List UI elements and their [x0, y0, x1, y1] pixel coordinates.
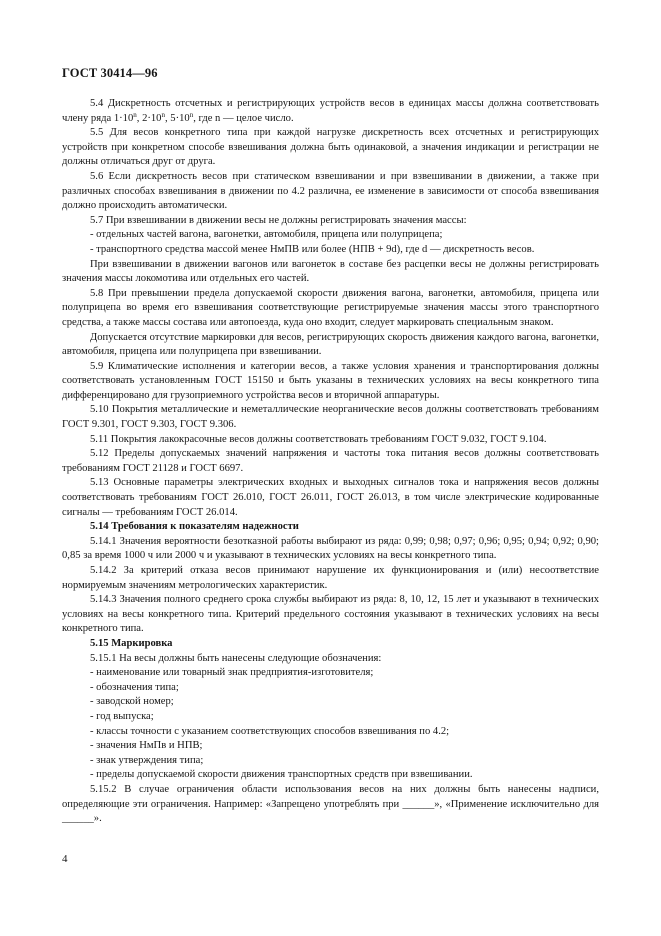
- paragraph: 5.14.1 Значения вероятности безотказной работы выбирают из ряда: 0,99; 0,98; 0,97; 0,96; 0,95; 0,94; 0,92; 0,90; 0,85 за время 1000 ч или 2000 ч и указывают в технических условиях на весы конкретного типа.: [62, 535, 599, 562]
- list-item: - заводской номер;: [90, 696, 174, 708]
- paragraph: 5.15.2 В случае ограничения области использования весов на них должны быть нанесены надписи, определяющие эти ограничения. Например: «Запрещено употреблять при ______», «Применение исключительно для ______».: [62, 783, 599, 825]
- paragraph: 5.11 Покрытия лакокрасочные весов должны соответствовать требованиям ГОСТ 9.032, ГОСТ 9.104.: [90, 433, 547, 445]
- paragraph: 5.5 Для весов конкретного типа при каждой нагрузке дискретность всех отсчетных и регистрирующих устройств при конкретном способе взвешивания должна быть одинаковой, а значения индикации и регистрации не должны отличаться друг от друга.: [62, 127, 599, 168]
- list-item: - пределы допускаемой скорости движения транспортных средств при взвешивании.: [90, 769, 473, 781]
- section-heading: 5.15 Маркировка: [90, 637, 173, 649]
- list-item: - транспортного средства массой менее НмПВ или более (НПВ + 9d), где d — дискретность весов.: [90, 243, 535, 255]
- paragraph: 5.7 При взвешивании в движении весы не должны регистрировать значения массы:: [90, 214, 467, 226]
- paragraph: При взвешивании в движении вагонов или вагонеток в составе без расцепки весы не должны регистрировать значения массы локомотива или отдельных его частей.: [62, 258, 599, 285]
- paragraph: 5.9 Климатические исполнения и категории весов, а также условия хранения и транспортирования должны соответствовать установленным ГОСТ 15150 и быть указаны в технических условиях на весы конкретного типа дифференцировано для грузоприемного устройства весов и вторичной аппаратуры.: [62, 360, 599, 401]
- paragraph: 5.12 Пределы допускаемых значений напряжения и частоты тока питания весов должны соответствовать требованиям ГОСТ 21128 и ГОСТ 6697.: [62, 448, 599, 474]
- document-body: [62, 97, 599, 827]
- paragraph: 5.10 Покрытия металлические и неметаллические неорганические весов должны соответствовать требованиям ГОСТ 9.301, ГОСТ 9.303, ГОСТ 9.306.: [62, 404, 599, 431]
- page-number: 4: [62, 853, 68, 865]
- paragraph: Допускается отсутствие маркировки для весов, регистрирующих скорость движения каждого вагона, вагонетки, автомобиля, прицепа или полуприцепа при взвешивании.: [62, 331, 599, 358]
- list-item: - знак утверждения типа;: [90, 754, 204, 766]
- list-item: - год выпуска;: [90, 710, 154, 722]
- paragraph: 5.14.3 Значения полного среднего срока службы выбирают из ряда: 8, 10, 12, 15 лет и указывают в технических условиях на весы конкретного типа. Критерий предельного состояния указывают в технических условиях на весы конкретного типа.: [62, 594, 599, 635]
- list-item: - наименование или товарный знак предприятия-изготовителя;: [90, 667, 374, 679]
- list-item: - значения НмПв и НПВ;: [90, 740, 203, 752]
- paragraph: 5.8 При превышении предела допускаемой скорости движения вагона, вагонетки, автомобиля, прицепа или полуприцепа во время его взвешивания соответствующие регистрируемые значения массы этого транспортного средства, а также массы состава или автопоезда, куда оно входит, следует маркировать специальным знаком.: [62, 287, 599, 328]
- paragraph: 5.4 Дискретность отсчетных и регистрирующих устройств весов в единицах массы должна соответствовать члену ряда $1\cdot 10^n$, $2\cdot 10^n$, $5\cdot 10^n$, где n — целое число.: [62, 98, 599, 124]
- list-item: - обозначения типа;: [90, 681, 179, 693]
- paragraph: 5.14.2 За критерий отказа весов принимают нарушение их функционирования и (или) несоответствие нормируемым значениям метрологических характеристик.: [62, 565, 599, 591]
- paragraph: 5.6 Если дискретность весов при статическом взвешивании и при взвешивании в движении, а также при различных способах взвешивания в движении по 4.2 различна, ее изменение в зависимости от способа взвешивания должно происходить автоматически.: [62, 170, 599, 212]
- section-heading: 5.14 Требования к показателям надежности: [90, 521, 299, 533]
- document-header: ГОСТ 30414—96: [62, 66, 158, 80]
- paragraph: 5.15.1 На весы должны быть нанесены следующие обозначения:: [90, 652, 382, 664]
- list-item: - классы точности с указанием соответствующих способов взвешивания по 4.2;: [90, 725, 450, 737]
- list-item: - отдельных частей вагона, вагонетки, автомобиля, прицепа или полуприцепа;: [90, 229, 443, 241]
- paragraph: 5.13 Основные параметры электрических входных и выходных сигналов тока и напряжения весов должны соответствовать требованиям ГОСТ 26.010, ГОСТ 26.011, ГОСТ 26.013, в том числе электрические кодированные сигналы — требованиям ГОСТ 26.014.: [62, 477, 599, 518]
